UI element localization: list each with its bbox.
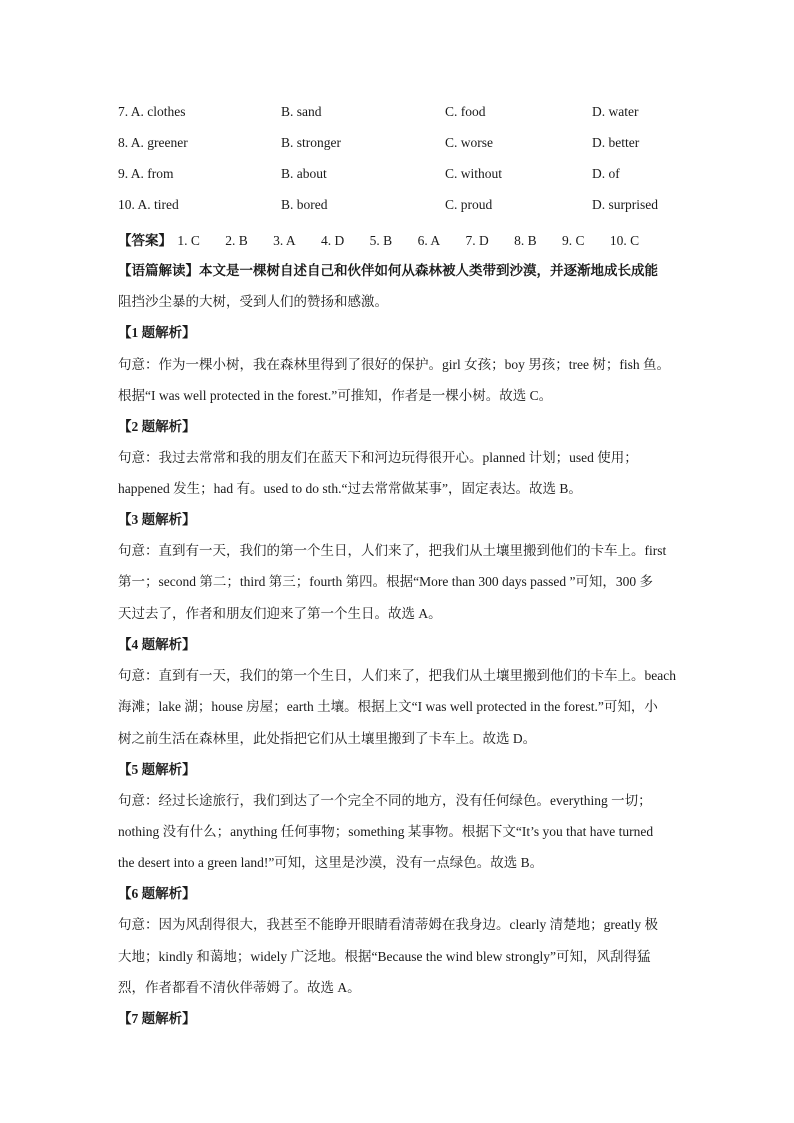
options-row-10 [118,197,678,217]
text-line: 句意：直到有一天，我们的第一个生日，人们来了，把我们从土壤里搬到他们的卡车上。first [118,543,667,558]
option-c: C. without [445,166,503,181]
text-line: nothing 没有什么；anything 任何事物；something 某事物。根据下文“It’s you that have turned [118,824,654,839]
option-a: 9. A. from [118,166,174,181]
text-line: happened 发生；had 有。used to do sth.“过去常常做某事”，固定表达。故选 B。 [118,481,582,496]
answer-item: 8. B [514,233,537,248]
section-heading: 【7 题解析】 [118,1011,196,1026]
text-line: the desert into a green land!”可知，这里是沙漠，没有一点绿色。故选 B。 [118,855,544,870]
reading-intro-heading: 【语篇解读】本文是一棵树自述自己和伙伴如何从森林被人类带到沙漠，并逐渐地成长成能 [118,263,658,278]
option-b: B. about [281,166,327,181]
section-heading: 【3 题解析】 [118,512,196,527]
answer-item: 2. B [225,233,248,248]
text-line: 树之前生活在森林里，此处指把它们从土壤里搬到了卡车上。故选 D。 [118,731,537,746]
text-line: 句意：因为风刮得很大，我甚至不能睁开眼睛看清蒂姆在我身边。clearly 清楚地；greatly 极 [118,917,658,932]
section-heading: 【2 题解析】 [118,419,196,434]
option-a: 10. A. tired [118,197,179,212]
options-row-9 [118,166,678,186]
answer-item: 7. D [465,233,489,248]
section-heading: 【1 题解析】 [118,325,196,340]
text-line: 句意：我过去常常和我的朋友们在蓝天下和河边玩得很开心。planned 计划；used 使用； [118,450,638,465]
option-b: B. sand [281,104,322,119]
option-d: D. surprised [592,197,658,212]
answer-item: 6. A [417,233,441,248]
option-d: D. water [592,104,639,119]
section-heading: 【5 题解析】 [118,762,196,777]
option-c: C. worse [445,135,493,150]
options-row-8 [118,135,678,155]
options-row-7 [118,104,678,124]
answer-key [118,229,718,249]
section-heading: 【4 题解析】 [118,637,196,652]
option-b: B. bored [281,197,328,212]
text-line: 海滩；lake 湖；house 房屋；earth 土壤。根据上文“I was well protected in the forest.”可知，小 [118,699,658,714]
option-a: 8. A. greener [118,135,188,150]
option-d: D. of [592,166,620,181]
answer-item: 10. C [609,233,640,248]
answer-item: 3. A [273,233,296,248]
text-line: 烈，作者都看不清伙伴蒂姆了。故选 A。 [118,980,361,995]
answer-item: 5. B [369,233,393,248]
text-line: 根据“I was well protected in the forest.”可推知，作者是一棵小树。故选 C。 [118,388,553,403]
text-line: 句意：直到有一天，我们的第一个生日，人们来了，把我们从土壤里搬到他们的卡车上。beach [118,668,676,683]
text-line: 阻挡沙尘暴的大树，受到人们的赞扬和感激。 [118,294,388,309]
text-line: 第一；second 第二；third 第三；fourth 第四。根据“More than 300 days passed ”可知，300 多 [118,574,654,589]
answer-item: 4. D [321,233,345,248]
option-d: D. better [592,135,640,150]
text-line: 句意：经过长途旅行，我们到达了一个完全不同的地方，没有任何绿色。everything 一切； [118,793,652,808]
section-heading: 【6 题解析】 [118,886,196,901]
answer-item: 1. C [177,233,200,248]
answer-label: 【答案】 [118,233,172,248]
text-line: 天过去了，作者和朋友们迎来了第一个生日。故选 A。 [118,606,442,621]
option-b: B. stronger [281,135,341,150]
text-line: 句意：作为一棵小树，我在森林里得到了很好的保护。girl 女孩；boy 男孩；tree 树；fish 鱼。 [118,357,670,372]
option-c: C. food [445,104,486,119]
answer-item: 9. C [561,233,585,248]
option-c: C. proud [445,197,493,212]
option-a: 7. A. clothes [118,104,186,119]
text-line: 大地；kindly 和蔼地；widely 广泛地。根据“Because the wind blew strongly”可知，风刮得猛 [118,949,651,964]
